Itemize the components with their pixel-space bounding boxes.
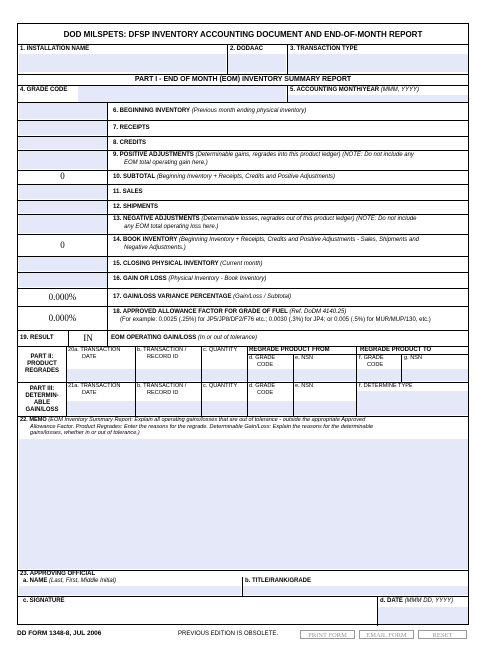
credits-field[interactable] [19, 137, 107, 149]
transaction-type-label: 3. TRANSACTION TYPE [290, 46, 358, 52]
beginning-inventory-field[interactable] [19, 103, 107, 119]
divider [107, 330, 108, 346]
book-inventory-value: 0 [60, 240, 65, 250]
result-label: 19. RESULT [20, 335, 54, 341]
p2-grade-code-from-label: d. GRADE CODE [249, 355, 276, 368]
negative-adjustments-field[interactable] [19, 215, 107, 233]
form-title: DOD MILSPETS: DFSP INVENTORY ACCOUNTING DOCUMENT AND END-OF-MONTH REPORT [63, 30, 423, 39]
p2-nsn-from-label: e. NSN [295, 355, 314, 361]
credits-label: 8. CREDITS [113, 140, 147, 146]
allowance-factor-value: 0.000% [48, 313, 77, 323]
print-form-button[interactable]: PRINT FORM [300, 630, 355, 639]
p3-determine-type-field[interactable] [357, 391, 468, 415]
divider [18, 44, 469, 45]
divider [18, 306, 469, 307]
subtotal-value: 0 [60, 171, 65, 181]
shipments-label: 12. SHIPMENTS [113, 204, 159, 210]
gain-loss-field[interactable] [19, 273, 107, 287]
installation-name-field[interactable] [19, 54, 226, 72]
part2-label: PART II: PRODUCT REGRADES [24, 354, 59, 374]
divider [18, 288, 469, 289]
obsolete-notice: PREVIOUS EDITION IS OBSOLETE. [178, 631, 279, 637]
p2-quantity-field[interactable] [202, 369, 247, 381]
form-number: DD FORM 1348-8, JUL 2006 [17, 630, 102, 637]
subtotal-label: 10. SUBTOTAL (Beginning Inventory + Receipts, Credits and Positive Adjustments) [113, 174, 336, 180]
positive-adjustments-field[interactable] [19, 151, 107, 169]
positive-adjustments-note: EOM total operating gain here.) [124, 160, 208, 166]
allowance-factor-example: (For example: 0.0025 (.25%) for JP5/JP8/DF2/F76 etc.; 0.0030 (.3%) for JP4; or 0.005 (.5%) for MUR/MUP/130, etc.) [120, 317, 431, 323]
title-rank-label: b. TITLE/RANK/GRADE [245, 578, 311, 584]
approving-official-label: 23. APPROVING OFFICIAL [20, 571, 96, 577]
memo-field[interactable] [19, 439, 468, 569]
dodaac-label: 2. DODAAC [230, 46, 264, 52]
sales-label: 11. SALES [113, 189, 143, 195]
p3-nsn-field[interactable] [294, 401, 356, 415]
gain-loss-label: 16. GAIN OR LOSS (Physical Inventory - Book Inventory) [113, 276, 267, 282]
regrade-to-label: REGRADE PRODUCT TO [360, 347, 432, 353]
sales-field[interactable] [19, 185, 107, 199]
divider [18, 234, 469, 235]
eom-operating-label: EOM OPERATING GAIN/LOSS (In or out of tolerance) [111, 335, 257, 341]
regrade-from-label: REGRADE PRODUCT FROM [249, 347, 330, 353]
title-rank-field[interactable] [243, 586, 468, 595]
shipments-field[interactable] [19, 201, 107, 213]
p3-transaction-date-field[interactable] [67, 401, 135, 415]
accounting-month-label: 5. ACCOUNTING MONTH/YEAR (MMM, YYYY) [290, 87, 420, 93]
date-field[interactable] [378, 607, 468, 624]
p3-record-id-field[interactable] [136, 401, 201, 415]
divider [18, 330, 469, 331]
p2-transaction-date-field[interactable] [67, 369, 135, 381]
p2-quantity-label: c. QUANTITY [203, 347, 238, 353]
memo-label: 22. MEMO (EOM Inventory Summary Report: Explain all operating gains/losses that are out of tolerance - outside the appropriate Approved Allowance Factor. Product Regrades: Enter the reasons for the regrade. Determinable Gain/Loss: Explain the reasons for the determinable gains/losses, whether in or out of tolerance.) [20, 417, 374, 436]
p2-nsn-to-field[interactable] [402, 369, 468, 381]
email-form-button[interactable]: EMAIL FORM [359, 630, 414, 639]
installation-name-label: 1. INSTALLATION NAME [20, 46, 90, 52]
negative-adjustments-label: 13. NEGATIVE ADJUSTMENTS (Determinable losses, regrades out of this product ledger) (NOTE: Do not include [113, 216, 417, 222]
beginning-inventory-label: 6. BEGINNING INVENTORY (Previous month ending physical inventory) [113, 108, 307, 114]
closing-inventory-field[interactable] [19, 257, 107, 271]
signature-label: c. SIGNATURE [23, 598, 65, 604]
p2-nsn-from-field[interactable] [294, 369, 356, 381]
divider [18, 74, 469, 75]
variance-percentage-label: 17. GAIN/LOSS VARIANCE PERCENTAGE (Gain/Loss / Subtotal) [113, 294, 292, 300]
p3-transaction-date-label: 21a. TRANSACTION DATE [68, 383, 121, 396]
p2-record-id-label: b. TRANSACTION / RECORD ID [137, 347, 187, 360]
p3-grade-code-field[interactable] [248, 401, 293, 415]
result-value: IN [83, 333, 93, 343]
transaction-type-field[interactable] [288, 54, 468, 72]
date-label: d. DATE (MMM DD, YYYY) [380, 598, 454, 604]
name-label: a. NAME (Last, First, Middle Initial) [23, 578, 117, 584]
p2-nsn-to-label: g. NSN [404, 355, 423, 361]
part1-title: PART I - END OF MONTH (EOM) INVENTORY SUMMARY REPORT [134, 76, 352, 83]
p3-nsn-label: e. NSN [295, 383, 314, 389]
p3-quantity-label: c. QUANTITY [203, 383, 238, 389]
p2-grade-code-to-field[interactable] [357, 369, 401, 381]
p3-quantity-field[interactable] [202, 401, 247, 415]
positive-adjustments-label: 9. POSITIVE ADJUSTMENTS (Determinable gains, regrades into this product ledger) (NOTE: Do not include any [113, 152, 414, 158]
p2-transaction-date-label: 20a. TRANSACTION DATE [68, 347, 121, 360]
p3-determine-type-label: f. DETERMINE TYPE [359, 383, 413, 389]
closing-inventory-label: 15. CLOSING PHYSICAL INVENTORY (Current month) [113, 261, 263, 267]
form-frame [17, 23, 469, 625]
dodaac-field[interactable] [228, 54, 286, 72]
p3-grade-code-label: d. GRADE CODE [249, 383, 276, 396]
allowance-factor-label: 18. APPROVED ALLOWANCE FACTOR FOR GRADE OF FUEL (Ref. DoDM 4140.25) [113, 309, 347, 315]
accounting-month-field[interactable] [288, 95, 468, 102]
p2-grade-code-from-field[interactable] [248, 369, 293, 381]
part3-label: PART III: DETERMIN- ABLE GAIN/LOSS [25, 386, 59, 413]
grade-code-field[interactable] [78, 86, 286, 102]
negative-adjustments-note: any EOM total operating loss here.) [124, 224, 219, 230]
receipts-label: 7. RECEIPTS [113, 125, 150, 131]
reset-button[interactable]: RESET [418, 630, 467, 639]
p3-record-id-label: b. TRANSACTION / RECORD ID [137, 383, 187, 396]
variance-percentage-value: 0.000% [48, 292, 77, 302]
name-field[interactable] [19, 586, 241, 595]
divider [247, 354, 469, 355]
p2-grade-code-to-label: f. GRADE CODE [359, 355, 384, 368]
divider [18, 596, 469, 597]
p2-record-id-field[interactable] [136, 369, 201, 381]
receipts-field[interactable] [19, 121, 107, 135]
book-inventory-note: Negative Adjustments.) [124, 245, 186, 251]
book-inventory-label: 14. BOOK INVENTORY (Beginning Inventory + Receipts, Credits and Positive Adjustments - Sales, Shipments and [113, 237, 419, 243]
grade-code-label: 4. GRADE CODE [20, 87, 68, 93]
